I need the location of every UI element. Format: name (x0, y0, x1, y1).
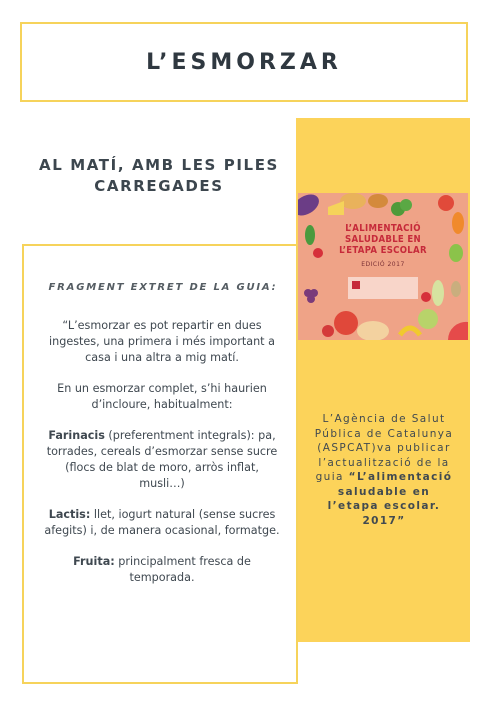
page-title: L’ESMORZAR (146, 49, 342, 75)
fragment-paragraph-2: En un esmorzar complet, s’hi haurien d’incloure, habitualment: (57, 382, 267, 411)
fragment-body (42, 318, 282, 601)
agency-text: L’Agència de Salut Pública de Catalunya (ASPCAT)va publicar l’actualització de la guia (314, 413, 454, 483)
fragment-box (22, 244, 298, 684)
fruita-label: Fruita: (73, 555, 115, 568)
subtitle-line-2: CARREGADES (94, 177, 224, 195)
cover-title: L’ALIMENTACIÓ SALUDABLE EN L’ETAPA ESCOLAR (339, 223, 427, 256)
fragment-fruita: Fruita: principalment fresca de temporada. (73, 555, 251, 584)
cover-edition: EDICIÓ 2017 (361, 261, 405, 268)
guide-title-quote: “L’alimentació saludable en l’etapa escolar. 2017” (327, 471, 453, 527)
lactis-label: Lactis: (48, 508, 91, 521)
agency-description (310, 412, 458, 528)
fragment-box-edge (296, 246, 298, 682)
fragment-farinacis: Farinacis (preferentment integrals): pa, torrades, cereals d’esmorzar sense sucre (flocs de blat de moro, arròs inflat, musli…) (46, 429, 278, 490)
title-box (20, 22, 468, 102)
fragment-heading: FRAGMENT EXTRET DE LA GUIA: (48, 282, 278, 293)
fragment-paragraph-1: “L’esmorzar es pot repartir en dues ingestes, una primera i més important a casa i una altra a mig matí. (49, 319, 275, 364)
page-subtitle (30, 155, 288, 197)
subtitle-line-1: AL MATÍ, AMB LES PILES (39, 156, 279, 174)
fragment-lactis: Lactis: llet, iogurt natural (sense sucres afegits) i, de manera ocasional, formatge. (44, 508, 280, 537)
farinacis-label: Farinacis (48, 429, 105, 442)
guide-cover-image (298, 193, 468, 340)
